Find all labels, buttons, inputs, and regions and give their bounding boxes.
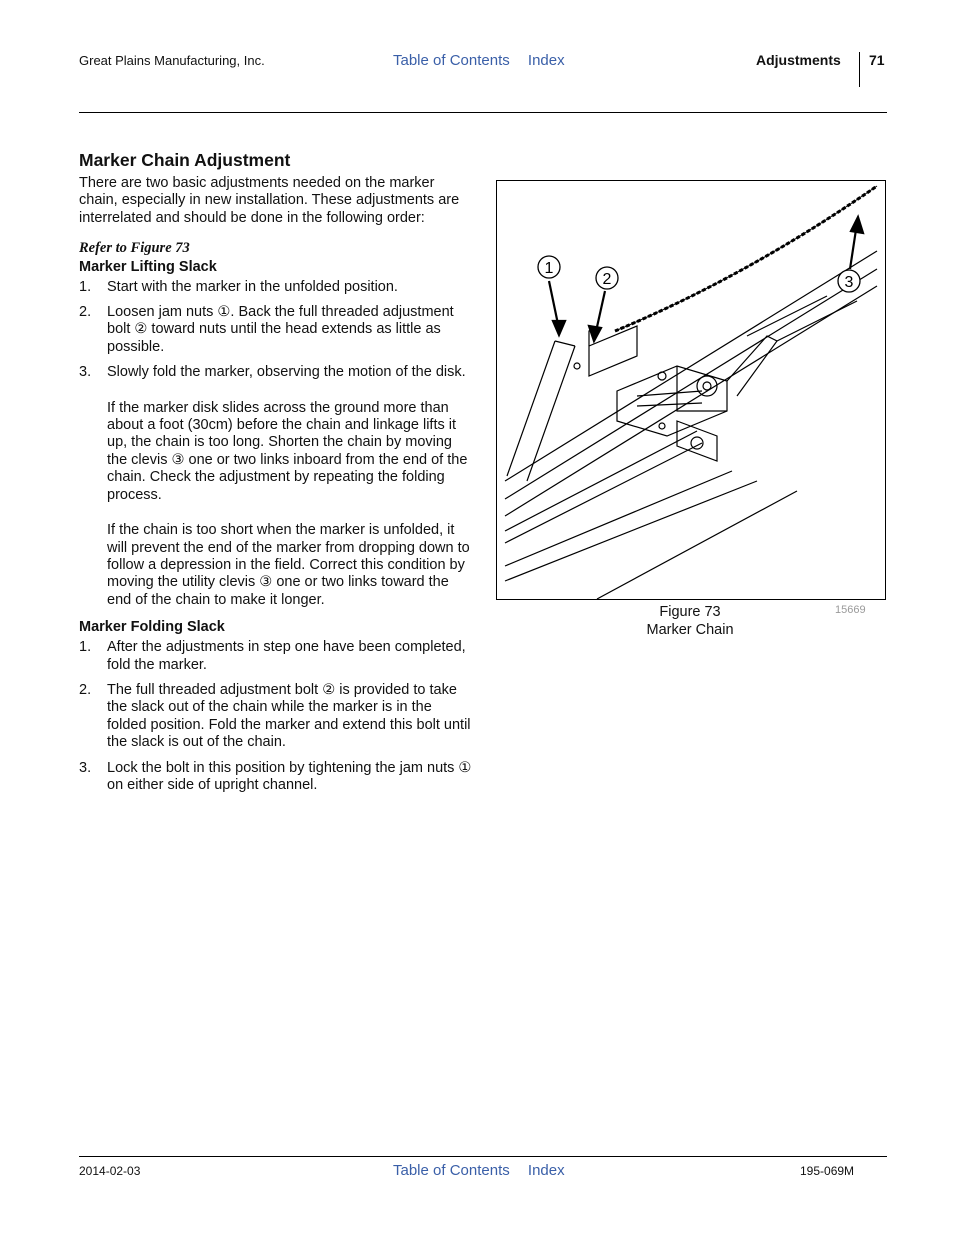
list-item [79, 304, 474, 356]
footer-nav [393, 1162, 579, 1179]
lifting-heading: Marker Lifting Slack [79, 258, 217, 275]
lifting-steps [79, 279, 474, 610]
marker-chain-illustration [497, 181, 885, 599]
step-number: 2. [79, 304, 92, 321]
list-item [79, 364, 474, 609]
step-note: If the marker disk slides across the ground more than about a foot (30cm) before the chain and linkage lifts it up, the chain is too long. Shorten the chain by moving the clevis ③ one or two links inboard from the end of the chain. Check the adjustment by repeating the folding process. [107, 399, 468, 503]
list-item [79, 760, 474, 795]
folding-steps [79, 639, 474, 794]
header-divider [859, 52, 860, 87]
list-item [79, 279, 474, 296]
page-heading: Marker Chain Adjustment [79, 150, 291, 170]
figure-marker-chain [496, 180, 886, 600]
header-rule [79, 112, 887, 113]
footer-index-link[interactable]: Index [527, 1162, 565, 1179]
step-note: If the chain is too short when the marker is unfolded, it will prevent the end of the marker from dropping down to follow a depression in the field. Correct this condition by moving the utility clevis ③ one or two links toward the end of the chain to make it longer. [107, 522, 470, 608]
callout-label-1: 1 [544, 260, 554, 277]
company-name: Great Plains Manufacturing, Inc. [79, 53, 265, 68]
step-number: 1. [79, 639, 92, 656]
step-text: Start with the marker in the unfolded position. [107, 278, 398, 295]
figure-number: Figure 73 [659, 604, 721, 620]
figure-reference: Refer to Figure 73 [79, 240, 190, 257]
callout-label-2: 2 [602, 271, 612, 288]
step-text: The full threaded adjustment bolt ② is provided to take the slack out of the chain while the marker is in the folded position. Fold the marker and extend this bolt until the slack is out of the chain. [107, 681, 471, 751]
step-number: 1. [79, 278, 92, 295]
folding-heading: Marker Folding Slack [79, 619, 225, 636]
footer-date: 2014-02-03 [79, 1164, 141, 1178]
figure-title: Marker Chain [646, 622, 734, 638]
step-text: Loosen jam nuts ①. Back the full threaded adjustment bolt ② toward nuts until the head extends as little as possible. [107, 304, 454, 355]
figure-caption [596, 603, 784, 639]
step-text: Lock the bolt in this position by tightening the jam nuts ① on either side of upright channel. [107, 759, 472, 793]
page-number: 71 [869, 52, 885, 68]
main-column [79, 150, 474, 802]
image-number: 15669 [835, 604, 866, 616]
step-number: 3. [79, 364, 92, 381]
footer-toc-link[interactable]: Table of Contents [393, 1162, 510, 1179]
document-number: 195-069M [800, 1164, 855, 1178]
list-item [79, 682, 474, 752]
step-number: 3. [79, 759, 92, 776]
header-toc-link[interactable]: Table of Contents [393, 52, 510, 69]
step-text: After the adjustments in step one have been completed, fold the marker. [107, 639, 466, 673]
footer-rule [79, 1156, 887, 1157]
callout-label-3: 3 [844, 274, 854, 291]
step-number: 2. [79, 681, 92, 698]
step-text: Slowly fold the marker, observing the motion of the disk. [107, 364, 466, 381]
header-index-link[interactable]: Index [527, 52, 565, 69]
list-item [79, 639, 474, 674]
header-nav [393, 52, 579, 69]
section-title: Adjustments [756, 52, 841, 68]
intro-paragraph: There are two basic adjustments needed on the marker chain, especially in new installation. These adjustments are interrelated and should be done in the following order: [79, 175, 460, 226]
